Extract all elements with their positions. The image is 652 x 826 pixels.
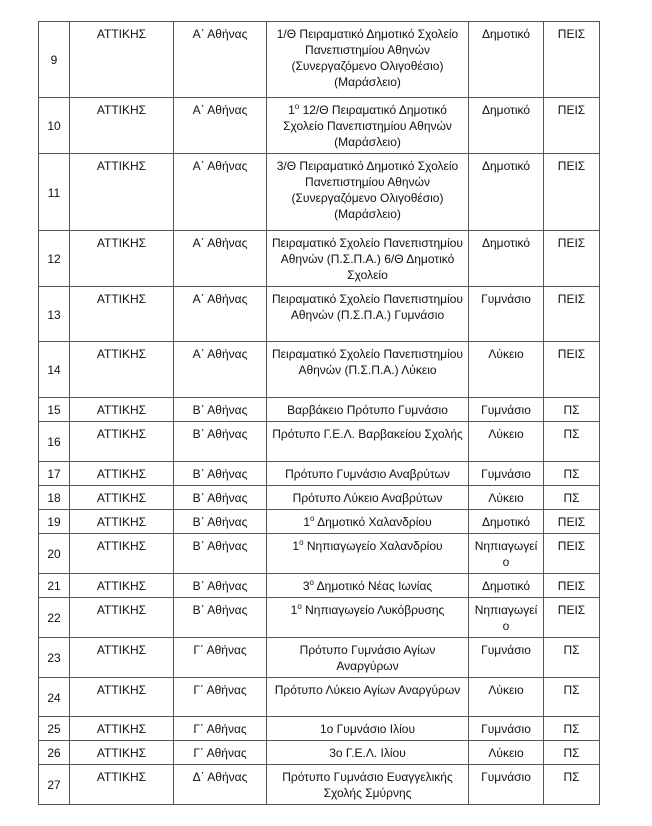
type-cell: ΠΣ — [544, 678, 600, 717]
district-cell: Γ΄ Αθήνας — [174, 678, 267, 717]
table-body — [39, 22, 600, 805]
school-name-text: Δημοτικό Νέας Ιωνίας — [313, 579, 433, 593]
row-number: 9 — [39, 22, 70, 98]
level-cell: Δημοτικό — [469, 154, 544, 231]
row-number: 16 — [39, 422, 70, 462]
table-row — [39, 342, 600, 398]
row-number: 11 — [39, 154, 70, 231]
table-row — [39, 98, 600, 154]
table-row — [39, 486, 600, 510]
region-cell: ΑΤΤΙΚΗΣ — [70, 22, 174, 98]
school-name-text: Νηπιαγωγείο Χαλανδρίου — [303, 539, 443, 553]
type-cell: ΠΣ — [544, 462, 600, 486]
school-name-number: 1 — [303, 515, 311, 529]
row-number: 26 — [39, 741, 70, 765]
row-number: 17 — [39, 462, 70, 486]
school-name-text: Δημοτικό Χαλανδρίου — [314, 515, 432, 529]
school-name-number: 1 — [290, 603, 298, 617]
school-name-cell: Πρότυπο Λύκειο Αγίων Αναργύρων — [267, 678, 469, 717]
type-cell: ΠΕΙΣ — [544, 98, 600, 154]
region-cell: ΑΤΤΙΚΗΣ — [70, 678, 174, 717]
level-cell: Λύκειο — [469, 741, 544, 765]
region-cell: ΑΤΤΙΚΗΣ — [70, 638, 174, 678]
row-number: 14 — [39, 342, 70, 398]
type-cell: ΠΣ — [544, 398, 600, 422]
level-cell: Λύκειο — [469, 678, 544, 717]
school-name-text: 12/Θ Πειραματικό Δημοτικό Σχολείο Πανεπιστημίου Αθηνών (Μαράσλειο) — [283, 103, 452, 149]
level-cell: Νηπιαγωγεί ο — [469, 598, 544, 638]
region-cell: ΑΤΤΙΚΗΣ — [70, 231, 174, 287]
school-name-cell — [267, 534, 469, 574]
type-cell: ΠΣ — [544, 717, 600, 741]
level-cell: Δημοτικό — [469, 574, 544, 598]
table-row — [39, 598, 600, 638]
table-row — [39, 717, 600, 741]
district-cell: Α΄ Αθήνας — [174, 98, 267, 154]
row-number: 19 — [39, 510, 70, 534]
region-cell: ΑΤΤΙΚΗΣ — [70, 534, 174, 574]
ordinal-superscript: ο — [309, 578, 314, 587]
district-cell: Γ΄ Αθήνας — [174, 741, 267, 765]
school-name-cell: 1/Θ Πειραματικό Δημοτικό Σχολείο Πανεπιστημίου Αθηνών (Συνεργαζόμενο Ολιγοθέσιο) (Μαράσλειο) — [267, 22, 469, 98]
table-row — [39, 462, 600, 486]
row-number: 21 — [39, 574, 70, 598]
level-cell: Δημοτικό — [469, 98, 544, 154]
school-name-cell: Πρότυπο Γυμνάσιο Ευαγγελικής Σχολής Σμύρνης — [267, 765, 469, 805]
school-name-number: 3 — [302, 579, 310, 593]
school-name-cell: Πειραματικό Σχολείο Πανεπιστημίου Αθηνών (Π.Σ.Π.Α.) Γυμνάσιο — [267, 287, 469, 342]
region-cell: ΑΤΤΙΚΗΣ — [70, 462, 174, 486]
school-name-cell: Πειραματικό Σχολείο Πανεπιστημίου Αθηνών (Π.Σ.Π.Α.) 6/Θ Δημοτικό Σχολείο — [267, 231, 469, 287]
ordinal-superscript: ο — [310, 514, 315, 523]
level-cell: Γυμνάσιο — [469, 638, 544, 678]
schools-table — [38, 21, 600, 805]
type-cell: ΠΕΙΣ — [544, 22, 600, 98]
row-number: 18 — [39, 486, 70, 510]
table-row — [39, 287, 600, 342]
table-row — [39, 22, 600, 98]
school-name-cell: Πειραματικό Σχολείο Πανεπιστημίου Αθηνών (Π.Σ.Π.Α.) Λύκειο — [267, 342, 469, 398]
row-number: 25 — [39, 717, 70, 741]
district-cell: Γ΄ Αθήνας — [174, 638, 267, 678]
type-cell: ΠΕΙΣ — [544, 154, 600, 231]
table-row — [39, 422, 600, 462]
level-cell: Δημοτικό — [469, 231, 544, 287]
ordinal-superscript: ο — [299, 538, 304, 547]
school-name-cell: 3ο Γ.Ε.Λ. Ιλίου — [267, 741, 469, 765]
type-cell: ΠΕΙΣ — [544, 534, 600, 574]
ordinal-superscript: ο — [294, 102, 300, 111]
row-number: 24 — [39, 678, 70, 717]
district-cell: Β΄ Αθήνας — [174, 510, 267, 534]
row-number: 12 — [39, 231, 70, 287]
region-cell: ΑΤΤΙΚΗΣ — [70, 398, 174, 422]
school-name-cell: Πρότυπο Γυμνάσιο Αναβρύτων — [267, 462, 469, 486]
type-cell: ΠΣ — [544, 638, 600, 678]
level-cell: Γυμνάσιο — [469, 462, 544, 486]
school-name-cell: Βαρβάκειο Πρότυπο Γυμνάσιο — [267, 398, 469, 422]
row-number: 22 — [39, 598, 70, 638]
district-cell: Α΄ Αθήνας — [174, 154, 267, 231]
region-cell: ΑΤΤΙΚΗΣ — [70, 741, 174, 765]
level-cell: Γυμνάσιο — [469, 765, 544, 805]
table-row — [39, 154, 600, 231]
level-cell: Νηπιαγωγεί ο — [469, 534, 544, 574]
school-name-cell: Πρότυπο Γ.Ε.Λ. Βαρβακείου Σχολής — [267, 422, 469, 462]
region-cell: ΑΤΤΙΚΗΣ — [70, 486, 174, 510]
school-name-cell: Πρότυπο Λύκειο Αναβρύτων — [267, 486, 469, 510]
region-cell: ΑΤΤΙΚΗΣ — [70, 422, 174, 462]
table-row — [39, 398, 600, 422]
type-cell: ΠΣ — [544, 422, 600, 462]
school-name-cell: 1ο Γυμνάσιο Ιλίου — [267, 717, 469, 741]
type-cell: ΠΕΙΣ — [544, 231, 600, 287]
school-name-cell — [267, 98, 469, 154]
level-cell: Γυμνάσιο — [469, 717, 544, 741]
school-name-cell — [267, 574, 469, 598]
row-number: 13 — [39, 287, 70, 342]
district-cell: Β΄ Αθήνας — [174, 486, 267, 510]
type-cell: ΠΕΙΣ — [544, 287, 600, 342]
school-name-number: 1 — [292, 539, 300, 553]
region-cell: ΑΤΤΙΚΗΣ — [70, 98, 174, 154]
level-cell: Γυμνάσιο — [469, 287, 544, 342]
district-cell: Β΄ Αθήνας — [174, 534, 267, 574]
school-name-cell — [267, 598, 469, 638]
row-number: 10 — [39, 98, 70, 154]
district-cell: Β΄ Αθήνας — [174, 462, 267, 486]
school-name-cell: 3/Θ Πειραματικό Δημοτικό Σχολείο Πανεπιστημίου Αθηνών (Συνεργαζόμενο Ολιγοθέσιο) (Μαράσλειο) — [267, 154, 469, 231]
district-cell: Α΄ Αθήνας — [174, 342, 267, 398]
district-cell: Β΄ Αθήνας — [174, 398, 267, 422]
level-cell: Λύκειο — [469, 422, 544, 462]
row-number: 27 — [39, 765, 70, 805]
district-cell: Γ΄ Αθήνας — [174, 717, 267, 741]
table-row — [39, 638, 600, 678]
district-cell: Β΄ Αθήνας — [174, 598, 267, 638]
type-cell: ΠΣ — [544, 765, 600, 805]
table-row — [39, 765, 600, 805]
table-row — [39, 741, 600, 765]
type-cell: ΠΕΙΣ — [544, 574, 600, 598]
district-cell: Δ΄ Αθήνας — [174, 765, 267, 805]
school-name-number: 1 — [288, 103, 295, 117]
type-cell: ΠΣ — [544, 741, 600, 765]
district-cell: Β΄ Αθήνας — [174, 574, 267, 598]
ordinal-superscript: ο — [297, 602, 302, 611]
type-cell: ΠΕΙΣ — [544, 510, 600, 534]
district-cell: Α΄ Αθήνας — [174, 287, 267, 342]
row-number: 20 — [39, 534, 70, 574]
table-row — [39, 231, 600, 287]
level-cell: Γυμνάσιο — [469, 398, 544, 422]
row-number: 23 — [39, 638, 70, 678]
district-cell: Α΄ Αθήνας — [174, 231, 267, 287]
level-cell: Δημοτικό — [469, 22, 544, 98]
region-cell: ΑΤΤΙΚΗΣ — [70, 765, 174, 805]
level-cell: Δημοτικό — [469, 510, 544, 534]
row-number: 15 — [39, 398, 70, 422]
district-cell: Α΄ Αθήνας — [174, 22, 267, 98]
school-name-cell: Πρότυπο Γυμνάσιο Αγίων Αναργύρων — [267, 638, 469, 678]
level-cell: Λύκειο — [469, 486, 544, 510]
region-cell: ΑΤΤΙΚΗΣ — [70, 510, 174, 534]
table-row — [39, 510, 600, 534]
school-name-cell — [267, 510, 469, 534]
table-row — [39, 574, 600, 598]
level-cell: Λύκειο — [469, 342, 544, 398]
type-cell: ΠΕΙΣ — [544, 342, 600, 398]
type-cell: ΠΕΙΣ — [544, 598, 600, 638]
region-cell: ΑΤΤΙΚΗΣ — [70, 574, 174, 598]
region-cell: ΑΤΤΙΚΗΣ — [70, 717, 174, 741]
region-cell: ΑΤΤΙΚΗΣ — [70, 154, 174, 231]
region-cell: ΑΤΤΙΚΗΣ — [70, 287, 174, 342]
type-cell: ΠΣ — [544, 486, 600, 510]
region-cell: ΑΤΤΙΚΗΣ — [70, 598, 174, 638]
school-name-text: Νηπιαγωγείο Λυκόβρυσης — [301, 603, 445, 617]
region-cell: ΑΤΤΙΚΗΣ — [70, 342, 174, 398]
table-row — [39, 678, 600, 717]
table-row — [39, 534, 600, 574]
district-cell: Β΄ Αθήνας — [174, 422, 267, 462]
